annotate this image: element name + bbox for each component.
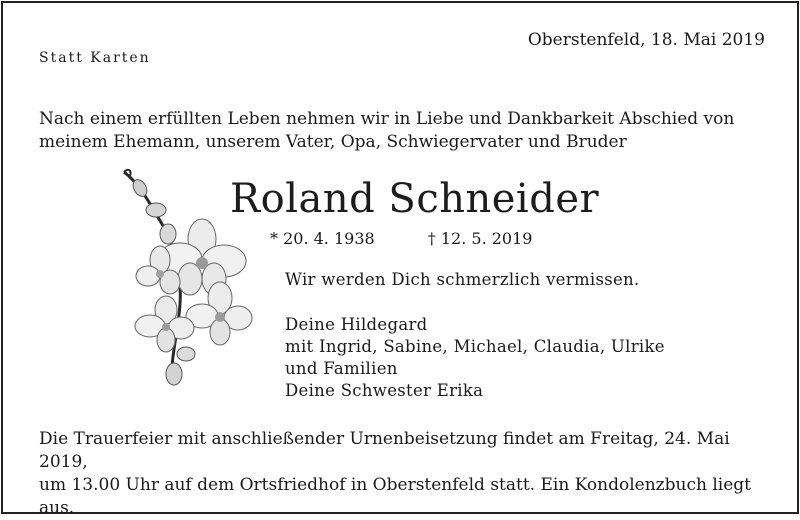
family-line: Deine Schwester Erika <box>285 381 484 400</box>
farewell-message: Wir werden Dich schmerzlich vermissen. <box>285 270 640 289</box>
birth-date: * 20. 4. 1938 <box>270 229 375 248</box>
life-dates <box>270 229 532 248</box>
intro-line-1: Nach einem erfüllten Leben nehmen wir in Liebe und Dankbarkeit Abschied von <box>39 109 735 129</box>
place-date: Oberstenfeld, 18. Mai 2019 <box>527 30 765 50</box>
deceased-name: Roland Schneider <box>230 176 600 222</box>
family-signature <box>285 314 665 402</box>
funeral-info-line-2: um 13.00 Uhr auf dem Ortsfriedhof in Oberstenfeld statt. Ein Kondolenzbuch liegt aus. <box>39 475 751 518</box>
intro-text <box>39 108 779 154</box>
funeral-info <box>39 428 779 520</box>
statt-karten-label: Statt Karten <box>39 50 151 66</box>
family-line: und Familien <box>285 359 398 378</box>
funeral-info-line-1: Die Trauerfeier mit anschließender Urnenbeisetzung findet am Freitag, 24. Mai 2019, <box>39 429 730 472</box>
family-line: mit Ingrid, Sabine, Michael, Claudia, Ulrike <box>285 337 665 356</box>
family-line: Deine Hildegard <box>285 315 428 334</box>
intro-line-2: meinem Ehemann, unserem Vater, Opa, Schwiegervater und Bruder <box>39 132 627 152</box>
death-date: † 12. 5. 2019 <box>427 229 533 248</box>
